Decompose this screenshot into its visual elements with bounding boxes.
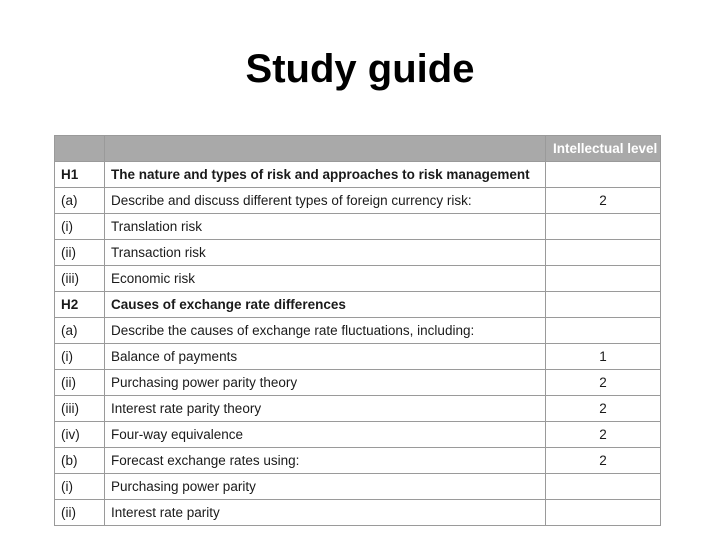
table-header-row xyxy=(55,136,661,162)
row-ref-cell: H1 xyxy=(55,162,105,188)
row-topic-cell: Interest rate parity theory xyxy=(105,396,546,422)
row-level-cell: 2 xyxy=(546,370,661,396)
row-level-cell xyxy=(546,318,661,344)
row-topic-cell: Economic risk xyxy=(105,266,546,292)
row-level-cell xyxy=(546,474,661,500)
row-topic-cell: The nature and types of risk and approaches to risk management xyxy=(105,162,546,188)
row-topic-cell: Transaction risk xyxy=(105,240,546,266)
row-topic-cell: Forecast exchange rates using: xyxy=(105,448,546,474)
row-ref-cell: (ii) xyxy=(55,240,105,266)
row-ref-cell: (i) xyxy=(55,344,105,370)
table-row xyxy=(55,240,661,266)
row-level-cell xyxy=(546,266,661,292)
table-body xyxy=(55,162,661,526)
row-ref-cell: (a) xyxy=(55,318,105,344)
table-row xyxy=(55,188,661,214)
row-level-cell xyxy=(546,500,661,526)
table-row xyxy=(55,370,661,396)
row-topic-cell: Interest rate parity xyxy=(105,500,546,526)
row-level-cell: 1 xyxy=(546,344,661,370)
table-row xyxy=(55,396,661,422)
study-guide-table xyxy=(54,135,661,526)
row-topic-cell: Causes of exchange rate differences xyxy=(105,292,546,318)
row-topic-cell: Four-way equivalence xyxy=(105,422,546,448)
row-ref-cell: (iv) xyxy=(55,422,105,448)
table-row xyxy=(55,500,661,526)
row-level-cell xyxy=(546,214,661,240)
row-level-cell: 2 xyxy=(546,422,661,448)
row-level-cell: 2 xyxy=(546,396,661,422)
row-ref-cell: (i) xyxy=(55,214,105,240)
row-ref-cell: H2 xyxy=(55,292,105,318)
row-level-cell: 2 xyxy=(546,448,661,474)
header-topic-cell xyxy=(105,136,546,162)
row-topic-cell: Describe and discuss different types of foreign currency risk: xyxy=(105,188,546,214)
row-topic-cell: Describe the causes of exchange rate fluctuations, including: xyxy=(105,318,546,344)
table-row xyxy=(55,448,661,474)
section-row xyxy=(55,162,661,188)
row-topic-cell: Balance of payments xyxy=(105,344,546,370)
row-level-cell xyxy=(546,292,661,318)
table-row xyxy=(55,474,661,500)
table-row xyxy=(55,422,661,448)
table-row xyxy=(55,214,661,240)
section-row xyxy=(55,292,661,318)
page-title: Study guide xyxy=(245,47,475,91)
row-ref-cell: (ii) xyxy=(55,370,105,396)
header-ref-cell xyxy=(55,136,105,162)
row-ref-cell: (a) xyxy=(55,188,105,214)
table-row xyxy=(55,266,661,292)
row-ref-cell: (b) xyxy=(55,448,105,474)
row-ref-cell: (iii) xyxy=(55,396,105,422)
row-topic-cell: Translation risk xyxy=(105,214,546,240)
table-row xyxy=(55,318,661,344)
row-topic-cell: Purchasing power parity theory xyxy=(105,370,546,396)
row-ref-cell: (iii) xyxy=(55,266,105,292)
row-ref-cell: (i) xyxy=(55,474,105,500)
table-row xyxy=(55,344,661,370)
row-level-cell: 2 xyxy=(546,188,661,214)
row-topic-cell: Purchasing power parity xyxy=(105,474,546,500)
row-level-cell xyxy=(546,240,661,266)
header-intellectual-level: Intellectual level xyxy=(546,136,661,162)
row-ref-cell: (ii) xyxy=(55,500,105,526)
row-level-cell xyxy=(546,162,661,188)
